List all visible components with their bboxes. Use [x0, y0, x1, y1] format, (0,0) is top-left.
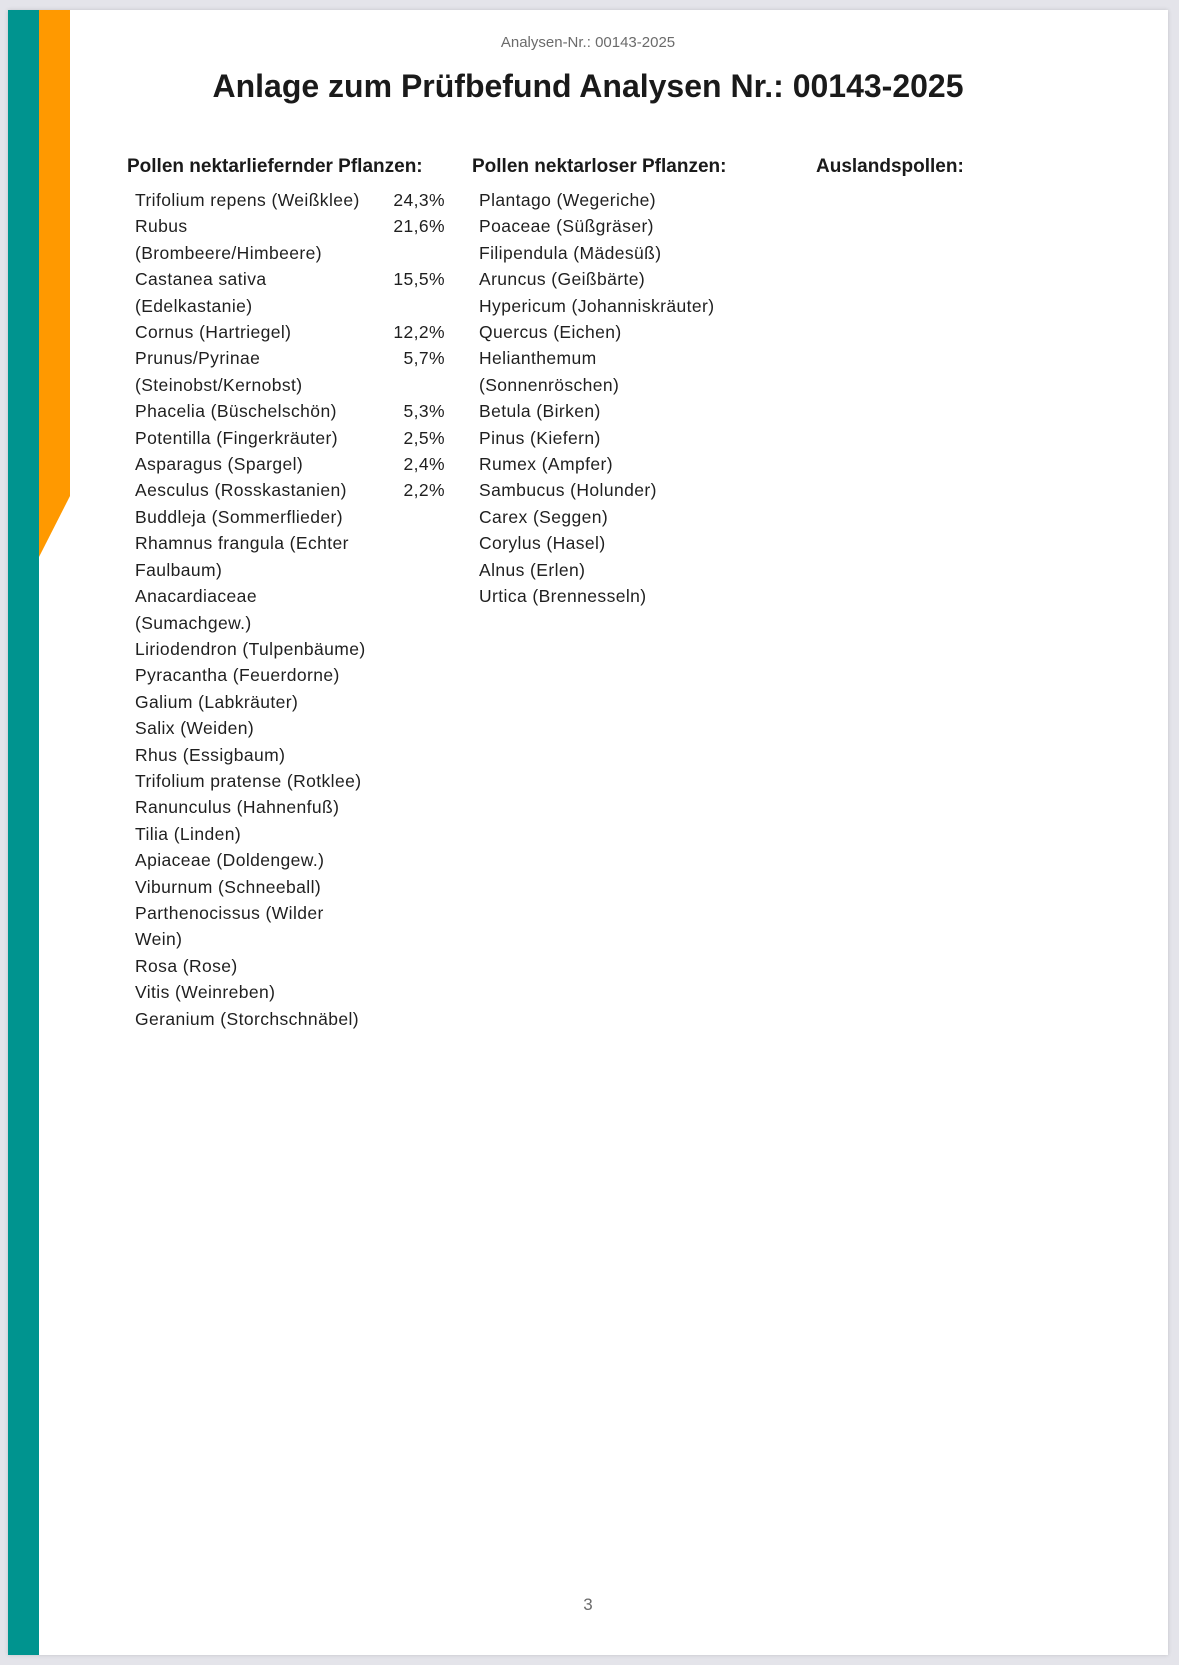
- plant-name: Ranunculus (Hahnenfuß): [135, 797, 340, 818]
- plant-name: Plantago (Wegeriche): [479, 190, 656, 210]
- plant-percentage: 12,2%: [393, 322, 445, 343]
- plant-name: Filipendula (Mädesüß): [479, 242, 662, 263]
- plant-name: Helianthemum (Sonnenröschen): [479, 348, 620, 395]
- plant-percentage: 15,5%: [393, 269, 445, 290]
- list-item: [135, 821, 445, 847]
- list-item: [135, 794, 445, 820]
- list-item: [135, 345, 445, 398]
- list-item: [135, 874, 445, 900]
- list-item: [479, 504, 719, 530]
- plant-name: Quercus (Eichen): [479, 322, 622, 343]
- plant-name: Rubus (Brombeere/Himbeere): [135, 216, 322, 263]
- list-item: [135, 689, 445, 715]
- list-item: [479, 530, 719, 556]
- plant-name: Parthenocissus (Wilder Wein): [135, 902, 324, 950]
- list-item: [479, 187, 719, 213]
- page-title: Anlage zum Prüfbefund Analysen Nr.: 00143-2025: [212, 68, 964, 104]
- plant-name: Apiaceae (Doldengew.): [135, 850, 325, 871]
- list-item: [479, 319, 719, 345]
- list-item: [135, 1006, 445, 1032]
- list-item: [479, 240, 719, 266]
- list-item: [135, 742, 445, 768]
- list-item: [479, 266, 719, 292]
- plant-percentage: 2,4%: [403, 454, 445, 475]
- list-item: [479, 477, 719, 503]
- nonnectar-pollen-list: [479, 187, 719, 610]
- nectar-pollen-heading: Pollen nektarliefernder Pflanzen:: [127, 156, 423, 177]
- list-item: [479, 398, 719, 424]
- list-item: [135, 900, 445, 953]
- list-item: [135, 953, 445, 979]
- list-item: [135, 715, 445, 741]
- document-page: [8, 10, 1168, 1655]
- plant-name: Viburnum (Schneeball): [135, 876, 322, 897]
- list-item: [135, 187, 445, 213]
- list-item: [479, 451, 719, 477]
- list-item: [135, 768, 445, 794]
- plant-name: Corylus (Hasel): [479, 533, 606, 554]
- plant-name: Carex (Seggen): [479, 506, 609, 527]
- nectar-pollen-list: [135, 187, 445, 1032]
- plant-percentage: 21,6%: [393, 216, 445, 237]
- plant-name: Vitis (Weinreben): [135, 982, 276, 1003]
- plant-name: Asparagus (Spargel): [135, 454, 304, 475]
- list-item: [135, 425, 445, 451]
- plant-name: Urtica (Brennesseln): [479, 586, 647, 607]
- plant-name: Tilia (Linden): [135, 823, 242, 844]
- list-item: [479, 293, 719, 319]
- plant-name: Pyracantha (Feuerdorne): [135, 665, 340, 686]
- plant-name: Betula (Birken): [479, 401, 601, 422]
- plant-percentage: 2,5%: [403, 427, 445, 448]
- plant-name: Alnus (Erlen): [479, 559, 586, 580]
- list-item: [135, 583, 445, 636]
- plant-name: Trifolium repens (Weißklee): [135, 190, 360, 210]
- list-item: [135, 530, 445, 583]
- plant-percentage: 2,2%: [403, 480, 445, 501]
- plant-name: Pinus (Kiefern): [479, 427, 601, 448]
- plant-name: Rhus (Essigbaum): [135, 744, 286, 765]
- list-item: [135, 266, 445, 319]
- plant-name: Liriodendron (Tulpenbäume): [135, 638, 366, 659]
- plant-name: Rumex (Ampfer): [479, 454, 613, 475]
- teal-side-stripe: [8, 10, 39, 1655]
- page-number: 3: [583, 1595, 593, 1614]
- list-item: [135, 979, 445, 1005]
- plant-name: Poaceae (Süßgräser): [479, 216, 654, 237]
- plant-name: Hypericum (Johanniskräuter): [479, 295, 715, 316]
- plant-name: Trifolium pratense (Rotklee): [135, 770, 362, 791]
- plant-name: Phacelia (Büschelschön): [135, 401, 337, 422]
- plant-name: Rhamnus frangula (Echter Faulbaum): [135, 533, 349, 580]
- plant-name: Castanea sativa (Edelkastanie): [135, 269, 267, 316]
- list-item: [479, 425, 719, 451]
- plant-percentage: 5,3%: [403, 401, 445, 422]
- plant-name: Buddleja (Sommerflieder): [135, 506, 344, 527]
- list-item: [479, 213, 719, 239]
- plant-percentage: 5,7%: [403, 348, 445, 369]
- plant-name: Anacardiaceae (Sumachgew.): [135, 586, 257, 633]
- plant-name: Prunus/Pyrinae (Steinobst/Kernobst): [135, 348, 303, 395]
- plant-percentage: 24,3%: [393, 190, 445, 210]
- list-item: [135, 662, 445, 688]
- foreign-pollen-heading: Auslandspollen:: [816, 156, 964, 177]
- list-item: [135, 398, 445, 424]
- list-item: [135, 477, 445, 503]
- list-item: [479, 583, 719, 609]
- list-item: [479, 345, 719, 398]
- plant-name: Galium (Labkräuter): [135, 691, 299, 712]
- plant-name: Potentilla (Fingerkräuter): [135, 427, 338, 448]
- plant-name: Rosa (Rose): [135, 955, 238, 976]
- list-item: [135, 213, 445, 266]
- list-item: [135, 847, 445, 873]
- list-item: [135, 451, 445, 477]
- plant-name: Aruncus (Geißbärte): [479, 269, 646, 290]
- list-item: [135, 319, 445, 345]
- plant-name: Geranium (Storchschnäbel): [135, 1008, 359, 1029]
- list-item: [135, 504, 445, 530]
- plant-name: Aesculus (Rosskastanien): [135, 480, 347, 501]
- nonnectar-pollen-heading: Pollen nektarloser Pflanzen:: [472, 156, 727, 177]
- list-item: [479, 557, 719, 583]
- plant-name: Cornus (Hartriegel): [135, 322, 292, 343]
- list-item: [135, 636, 445, 662]
- plant-name: Sambucus (Holunder): [479, 480, 657, 501]
- header-analysis-number: Analysen-Nr.: 00143-2025: [500, 34, 676, 51]
- plant-name: Salix (Weiden): [135, 718, 255, 739]
